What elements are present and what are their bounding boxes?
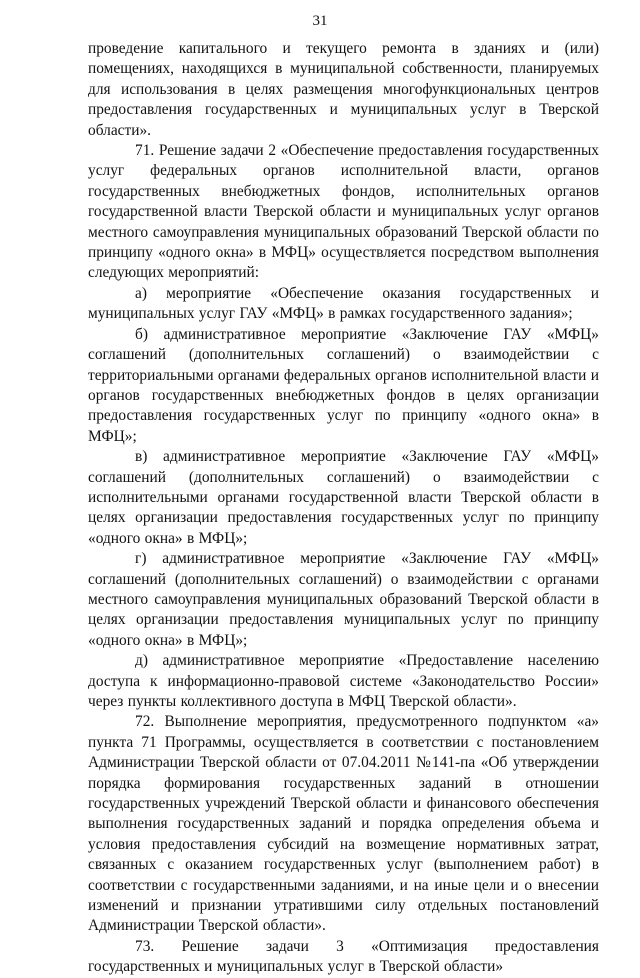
list-item-g: г) административное мероприятие «Заключение ГАУ «МФЦ» соглашений (дополнительных соглашений) о взаимодействии с органами местного самоуправления муниципальных образований Тверской области в целях организации предоставления муниципальных услуг по принципу «одного окна» в МФЦ»; xyxy=(88,550,599,649)
paragraph-71: 71. Решение задачи 2 «Обеспечение предоставления государственных услуг федеральных органов исполнительной власти, органов государственных внебюджетных фондов, исполнительных органов государственной власти Тверской области и муниципальных услуг органов местного самоуправления муниципальных образований Тверской области по принципу «одного окна» в МФЦ» осуществляется посредством выполнения следующих мероприятий: xyxy=(88,142,599,282)
paragraph-continuation: проведение капитального и текущего ремонта в зданиях и (или) помещениях, находящихся в муниципальной собственности, планируемых для использования в целях размещения многофункциональных центров предоставления государственных и муниципальных услуг в Тверской области». xyxy=(88,40,599,139)
paragraph-72: 72. Выполнение мероприятия, предусмотренного подпунктом «а» пункта 71 Программы, осуществляется в соответствии с постановлением Администрации Тверской области от 07.04.2011 №141-па «Об утверждении порядка формирования государственных заданий в отношении государственных учреждений Тверской области и финансового обеспечения выполнения государственных заданий и порядка определения объема и условия предоставления субсидий на возмещение нормативных затрат, связанных с оказанием государственных услуг (выполнением работ) в соответствии с государственными заданиями, и на иные цели и о внесении изменений и признании утратившими силу отдельных постановлений Администрации Тверской области». xyxy=(88,713,599,935)
page-number: 31 xyxy=(312,13,328,29)
list-item-d: д) административное мероприятие «Предоставление населению доступа к информационно-правовой системе «Законодательство России» через пункты коллективного доступа в МФЦ Тверской области». xyxy=(88,652,599,710)
document-body xyxy=(88,39,599,978)
list-item-v: в) административное мероприятие «Заключение ГАУ «МФЦ» соглашений (дополнительных соглашений) о взаимодействии с исполнительными органами государственной власти Тверской области в целях организации предоставления государственных услуг по принципу «одного окна» в МФЦ»; xyxy=(88,448,599,547)
list-item-a: а) мероприятие «Обеспечение оказания государственных и муниципальных услуг ГАУ «МФЦ» в рамках государственного задания»; xyxy=(88,284,599,323)
paragraph-73: 73. Решение задачи 3 «Оптимизация предоставления государственных и муниципальных услуг в Тверской области» xyxy=(88,937,599,976)
list-item-b: б) административное мероприятие «Заключение ГАУ «МФЦ» соглашений (дополнительных соглашений) о взаимодействии с территориальными органами федеральных органов исполнительной власти и органов государственных внебюджетных фондов в целях организации предоставления государственных услуг по принципу «одного окна» в МФЦ»; xyxy=(88,325,599,445)
